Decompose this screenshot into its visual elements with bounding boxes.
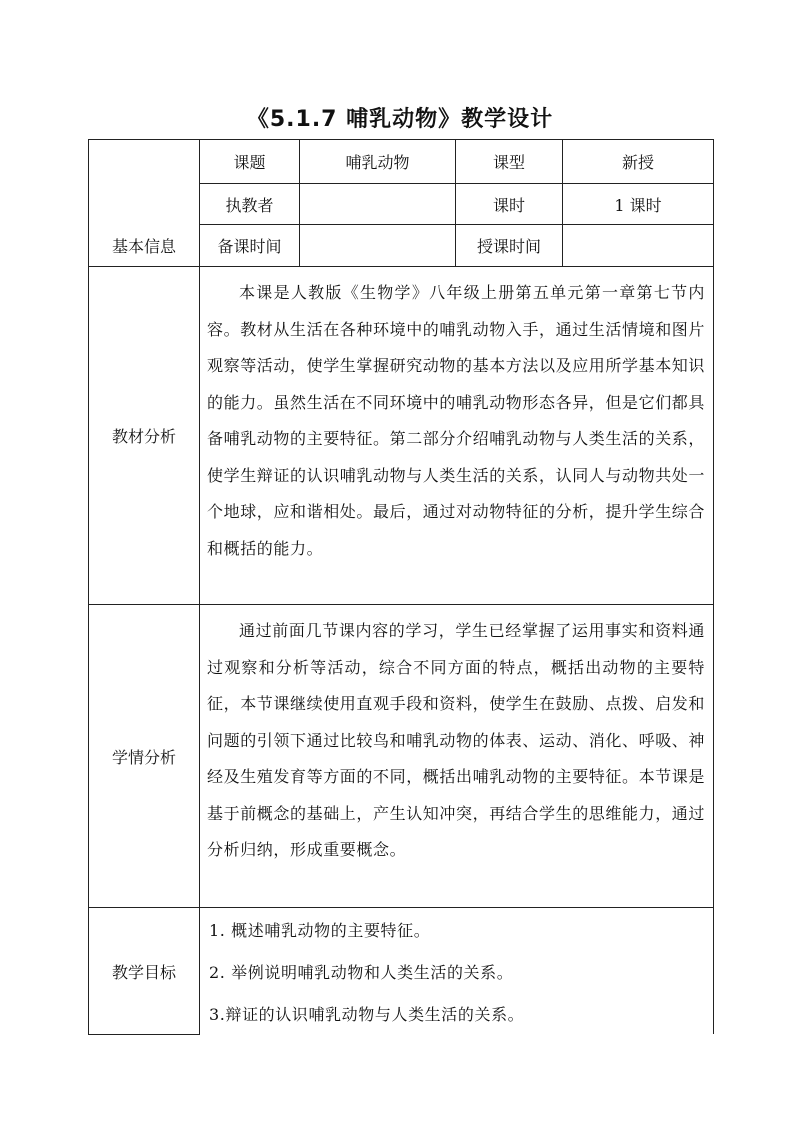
teaching-goal-2: 2. 举例说明哺乳动物和人类生活的关系。 [209, 963, 514, 982]
basic-info-label: 基本信息 [111, 236, 176, 256]
student-analysis-label: 学情分析 [111, 747, 176, 767]
student-analysis-text: 通过前面几节课内容的学习，学生已经掌握了运用事实和资料通过观察和分析等活动，综合不同方面的特点，概括出动物的主要特征，本节课继续使用直观手段和资料，使学生在鼓励、点拨、启发和问题的引领下通过比较鸟和哺乳动物的体表、运动、消化、呼吸、神经及生殖发育等方面的不同，概括出哺乳动物的主要特征。本节课是基于前概念的基础上，产生认知冲突，再结合学生的思维能力，通过分析归纳，形成重要概念。 [207, 621, 706, 859]
teaching-time-key: 授课时间 [476, 237, 541, 256]
teacher-value [300, 184, 455, 224]
teaching-goal-1: 1. 概述哺乳动物的主要特征。 [209, 921, 431, 940]
course-type-value: 新授 [621, 153, 654, 172]
material-analysis-text: 本课是人教版《生物学》八年级上册第五单元第一章第七节内容。教材从生活在各种环境中的哺乳动物入手，通过生活情境和图片观察等活动，使学生掌握研究动物的基本方法以及应用所学基本知识的能力。虽然生活在不同环境中的哺乳动物形态各异，但是它们都具备哺乳动物的主要特征。第二部分介绍哺乳动物与人类生活的关系，使学生辩证的认识哺乳动物与人类生活的关系，认同人与动物共处一个地球，应和谐相处。最后，通过对动物特征的分析，提升学生综合和概括的能力。 [207, 283, 706, 558]
prep-time-key: 备课时间 [217, 237, 282, 256]
course-title-key: 课题 [233, 153, 266, 172]
teaching-goals-label: 教学目标 [111, 962, 176, 982]
teaching-goal-3: 3.辩证的认识哺乳动物与人类生活的关系。 [209, 1005, 525, 1024]
class-hours-value: 1 课时 [614, 195, 662, 215]
class-hours-key: 课时 [492, 195, 525, 215]
document-title: 《5.1.7 哺乳动物》教学设计 [246, 107, 554, 132]
material-analysis-label: 教材分析 [111, 427, 176, 446]
prep-time-value [300, 225, 455, 266]
course-title-value: 哺乳动物 [345, 153, 410, 172]
course-type-key: 课型 [492, 153, 525, 172]
teacher-key: 执教者 [225, 195, 274, 215]
teaching-time-value [563, 225, 713, 266]
